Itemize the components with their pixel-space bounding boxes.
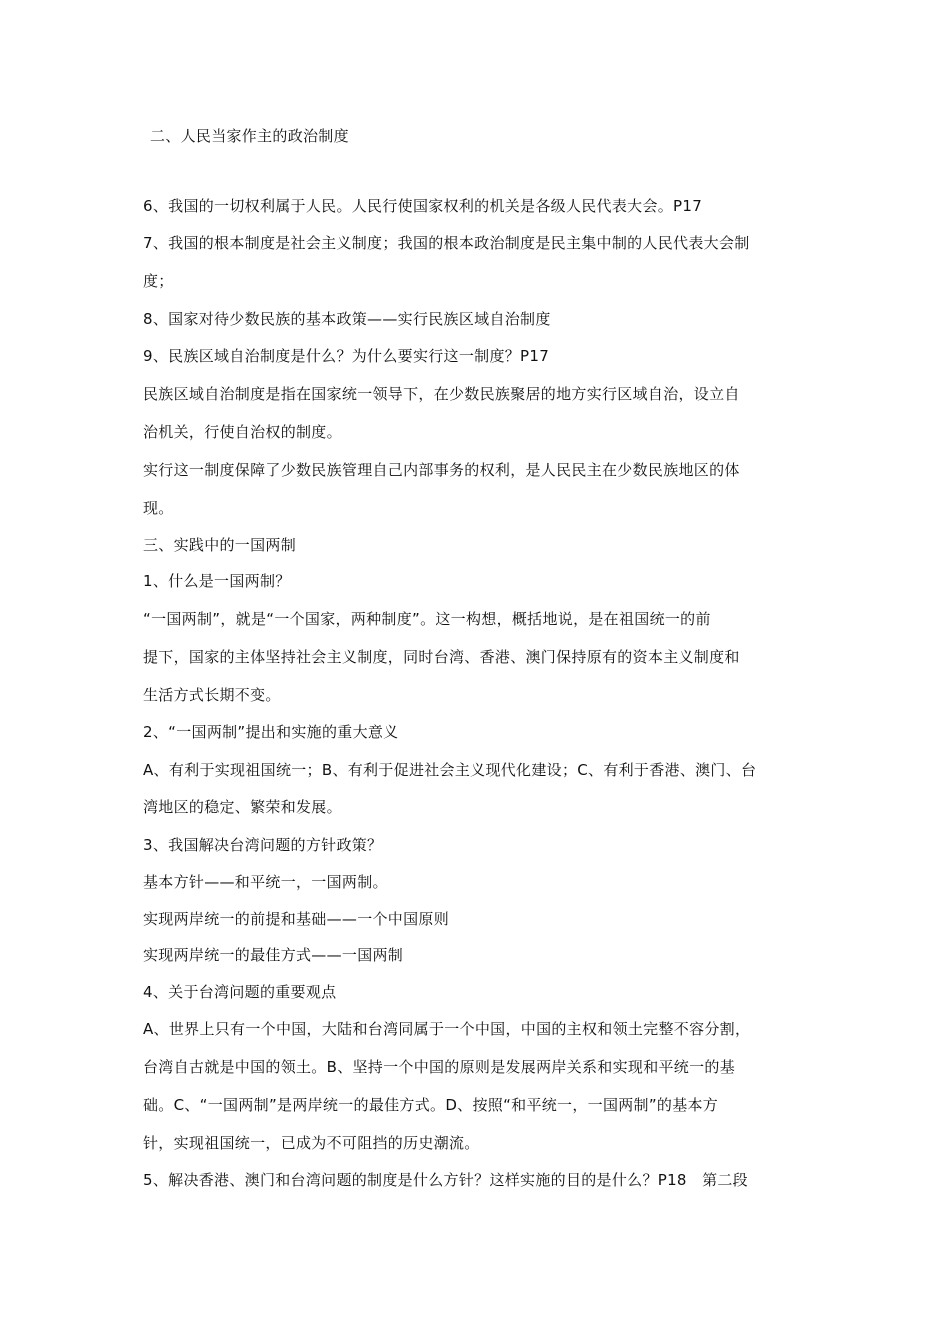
section-3-heading: 三、实践中的一国两制 [143, 536, 297, 554]
s3-item-3-answer-3: 实现两岸统一的最佳方式——一国两制 [143, 946, 404, 964]
s3-item-5-question: 5、解决香港、澳门和台湾问题的制度是什么方针？这样实施的目的是什么？P18 第二段 [143, 1171, 748, 1189]
s3-item-2-answer-line-1: A、有利于实现祖国统一；B、有利于促进社会主义现代化建设；C、有利于香港、澳门、台 [143, 761, 757, 779]
s3-item-4-answer-line-2: 台湾自古就是中国的领土。B、坚持一个中国的原则是发展两岸关系和实现和平统一的基 [143, 1058, 735, 1076]
section-2-heading: 二、人民当家作主的政治制度 [150, 127, 349, 145]
item-9-answer-2-line-2: 现。 [143, 499, 174, 517]
s3-item-4-answer-line-4: 针，实现祖国统一，已成为不可阻挡的历史潮流。 [143, 1134, 480, 1152]
s3-item-3-answer-1: 基本方针——和平统一，一国两制。 [143, 873, 388, 891]
s3-item-1-answer-line-2: 提下，国家的主体坚持社会主义制度，同时台湾、香港、澳门保持原有的资本主义制度和 [143, 648, 740, 666]
s3-item-3-question: 3、我国解决台湾问题的方针政策？ [143, 836, 383, 854]
item-6: 6、我国的一切权利属于人民。人民行使国家权利的机关是各级人民代表大会。P17 [143, 197, 703, 215]
s3-item-4-answer-line-3: 础。C、“一国两制”是两岸统一的最佳方式。D、按照“和平统一，一国两制”的基本方 [143, 1096, 719, 1114]
s3-item-2-question: 2、“一国两制”提出和实施的重大意义 [143, 723, 399, 741]
s3-item-4-answer-line-1: A、世界上只有一个中国，大陆和台湾同属于一个中国，中国的主权和领土完整不容分割， [143, 1020, 751, 1038]
item-9-answer-1-line-2: 治机关，行使自治权的制度。 [143, 423, 342, 441]
item-9-answer-2-line-1: 实行这一制度保障了少数民族管理自己内部事务的权利，是人民民主在少数民族地区的体 [143, 461, 740, 479]
s3-item-1-question: 1、什么是一国两制？ [143, 572, 291, 590]
s3-item-4-question: 4、关于台湾问题的重要观点 [143, 983, 337, 1001]
item-9-question: 9、民族区域自治制度是什么？为什么要实行这一制度？P17 [143, 347, 550, 365]
item-7-line-1: 7、我国的根本制度是社会主义制度；我国的根本政治制度是民主集中制的人民代表大会制 [143, 234, 750, 252]
item-7-line-2: 度； [143, 272, 174, 290]
s3-item-3-answer-2: 实现两岸统一的前提和基础——一个中国原则 [143, 910, 450, 928]
item-8: 8、国家对待少数民族的基本政策——实行民族区域自治制度 [143, 310, 551, 328]
s3-item-1-answer-line-3: 生活方式长期不变。 [143, 686, 281, 704]
item-9-answer-1-line-1: 民族区域自治制度是指在国家统一领导下，在少数民族聚居的地方实行区域自治，设立自 [143, 385, 740, 403]
s3-item-1-answer-line-1: “一国两制”，就是“一个国家，两种制度”。这一构想，概括地说，是在祖国统一的前 [143, 610, 711, 628]
s3-item-2-answer-line-2: 湾地区的稳定、繁荣和发展。 [143, 798, 342, 816]
